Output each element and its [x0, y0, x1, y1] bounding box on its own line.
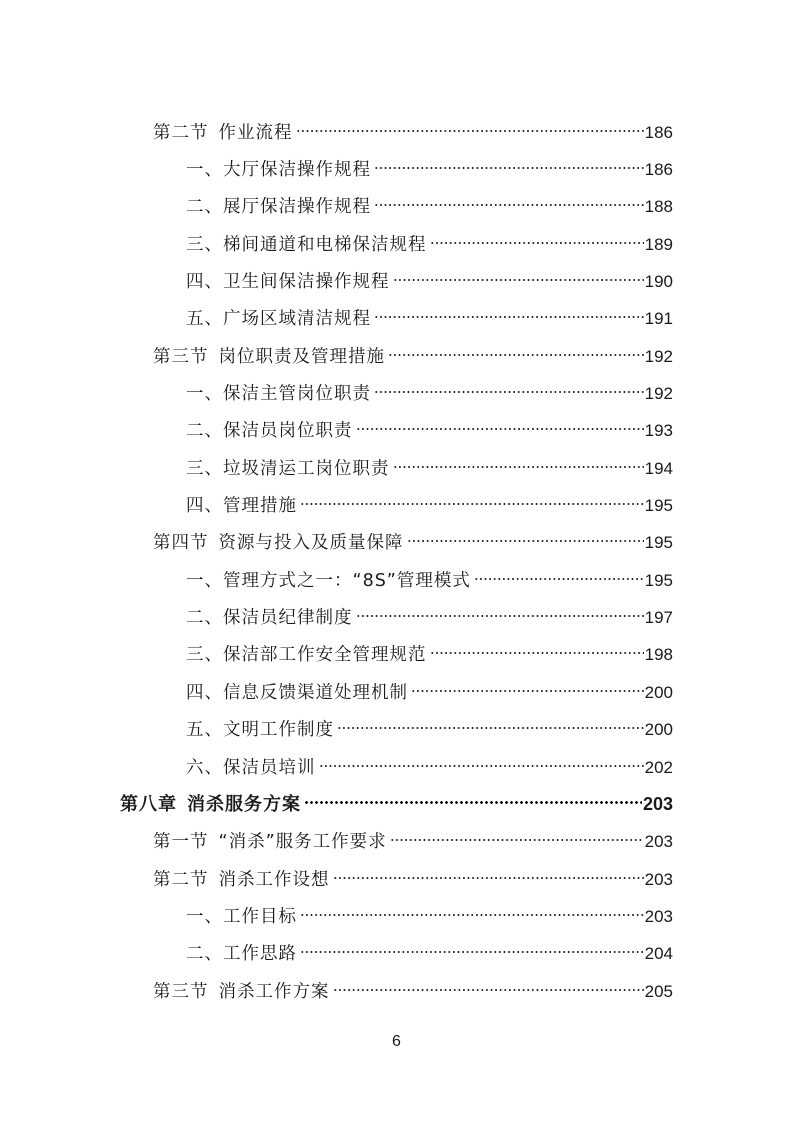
dot-leader — [333, 971, 644, 997]
toc-entry-page: 197 — [644, 608, 673, 628]
dot-leader — [304, 784, 642, 810]
toc-entry-title: 工作目标 — [223, 906, 297, 927]
dot-leader — [319, 747, 644, 773]
toc-entry-page: 193 — [644, 421, 673, 441]
toc-entry-title: 信息反馈渠道处理机制 — [223, 682, 408, 703]
toc-entry-page: 191 — [644, 309, 673, 329]
dot-leader — [474, 560, 644, 586]
toc-entry-prefix: 第八章 — [120, 793, 177, 815]
dot-leader — [374, 298, 644, 324]
toc-entry[interactable] — [0, 181, 793, 218]
toc-entry-page: 198 — [644, 645, 673, 665]
toc-entry-prefix: 一、 — [186, 160, 223, 181]
dot-leader — [337, 709, 644, 735]
dot-leader — [356, 410, 644, 436]
toc-entry[interactable] — [0, 293, 793, 330]
toc-entry-prefix: 一、 — [186, 570, 223, 591]
toc-entry-title: 保洁员纪律制度 — [223, 608, 353, 629]
toc-entry-prefix: 四、 — [186, 496, 223, 517]
toc-entry-page: 195 — [644, 496, 673, 516]
toc-entry-title: 岗位职责及管理措施 — [218, 346, 385, 367]
toc-entry-title: 卫生间保洁操作规程 — [223, 272, 390, 293]
toc-entry-page: 200 — [644, 682, 673, 702]
toc-entry-prefix: 三、 — [186, 234, 223, 255]
toc-entry-page: 195 — [644, 533, 673, 553]
toc-entry-prefix: 四、 — [186, 272, 223, 293]
toc-entry-page: 203 — [644, 832, 673, 852]
toc-entry-prefix: 五、 — [186, 720, 223, 741]
toc-entry-page: 195 — [644, 570, 673, 590]
dot-leader — [430, 634, 644, 660]
toc-entry-title: 保洁员培训 — [223, 757, 316, 778]
toc-entry-title: 消杀服务方案 — [187, 793, 301, 815]
toc-entry[interactable] — [0, 629, 793, 666]
table-of-contents — [0, 106, 793, 1002]
toc-entry-page: 192 — [644, 384, 673, 404]
toc-chapter-entry[interactable] — [0, 778, 793, 815]
toc-entry-prefix: 第二节 — [153, 122, 209, 143]
toc-entry[interactable] — [0, 405, 793, 442]
toc-entry-page: 203 — [642, 793, 673, 814]
toc-entry-prefix: 四、 — [186, 682, 223, 703]
toc-entry[interactable] — [0, 143, 793, 180]
toc-entry-title: 资源与投入及质量保障 — [218, 533, 404, 554]
toc-entry[interactable] — [0, 853, 793, 890]
toc-entry-title: 广场区域清洁规程 — [223, 309, 371, 330]
toc-entry-prefix: 第二节 — [153, 869, 209, 890]
toc-entry-page: 186 — [644, 122, 673, 142]
dot-leader — [390, 821, 644, 847]
dot-leader — [430, 224, 644, 250]
toc-entry-title: 工作思路 — [223, 944, 297, 965]
dot-leader — [393, 448, 644, 474]
dot-leader — [393, 261, 644, 287]
dot-leader — [300, 485, 644, 511]
toc-entry-prefix: 三、 — [186, 645, 223, 666]
toc-entry-title: 保洁主管岗位职责 — [223, 384, 371, 405]
toc-entry-title: “消杀”服务工作要求 — [218, 832, 387, 853]
toc-entry[interactable] — [0, 479, 793, 516]
toc-entry[interactable] — [0, 816, 793, 853]
toc-entry-page: 189 — [644, 234, 673, 254]
toc-entry-prefix: 二、 — [186, 421, 223, 442]
toc-entry-title: 垃圾清运工岗位职责 — [223, 458, 390, 479]
toc-entry[interactable] — [0, 367, 793, 404]
toc-entry-title: 消杀工作方案 — [218, 981, 330, 1002]
dot-leader — [411, 672, 644, 698]
toc-entry-title: 管理方式之一：“8S”管理模式 — [223, 570, 471, 591]
toc-entry[interactable] — [0, 330, 793, 367]
toc-entry-page: 205 — [644, 981, 673, 1001]
toc-entry-prefix: 五、 — [186, 309, 223, 330]
toc-entry[interactable] — [0, 928, 793, 965]
toc-entry[interactable] — [0, 741, 793, 778]
dot-leader — [300, 933, 644, 959]
toc-entry-prefix: 一、 — [186, 384, 223, 405]
toc-entry-page: 186 — [644, 160, 673, 180]
dot-leader — [300, 896, 644, 922]
toc-entry-page: 203 — [644, 869, 673, 889]
toc-entry[interactable] — [0, 965, 793, 1002]
toc-entry-page: 202 — [644, 757, 673, 777]
dot-leader — [388, 336, 644, 362]
toc-entry-prefix: 第三节 — [153, 346, 209, 367]
toc-entry-title: 大厅保洁操作规程 — [223, 160, 371, 181]
toc-entry[interactable] — [0, 218, 793, 255]
page-number: 6 — [392, 1033, 401, 1050]
dot-leader — [333, 859, 644, 885]
dot-leader — [374, 186, 644, 212]
toc-entry-prefix: 二、 — [186, 944, 223, 965]
toc-entry-prefix: 二、 — [186, 197, 223, 218]
toc-entry-title: 梯间通道和电梯保洁规程 — [223, 234, 427, 255]
toc-entry-prefix: 六、 — [186, 757, 223, 778]
toc-entry-page: 192 — [644, 346, 673, 366]
toc-entry-page: 204 — [644, 944, 673, 964]
toc-entry-prefix: 第四节 — [153, 533, 209, 554]
dot-leader — [296, 112, 644, 138]
toc-entry-title: 展厅保洁操作规程 — [223, 197, 371, 218]
toc-entry-page: 194 — [644, 458, 673, 478]
toc-entry[interactable] — [0, 704, 793, 741]
toc-entry[interactable] — [0, 666, 793, 703]
toc-entry-title: 消杀工作设想 — [218, 869, 330, 890]
toc-entry-prefix: 一、 — [186, 906, 223, 927]
toc-entry[interactable] — [0, 554, 793, 591]
toc-entry-page: 200 — [644, 720, 673, 740]
toc-entry-prefix: 三、 — [186, 458, 223, 479]
toc-entry[interactable] — [0, 890, 793, 927]
dot-leader — [374, 373, 644, 399]
toc-entry-title: 作业流程 — [218, 122, 293, 143]
toc-entry-prefix: 第一节 — [153, 832, 209, 853]
dot-leader — [407, 522, 644, 548]
toc-entry-title: 保洁员岗位职责 — [223, 421, 353, 442]
dot-leader — [374, 149, 644, 175]
toc-entry-page: 203 — [644, 906, 673, 926]
dot-leader — [356, 597, 644, 623]
toc-entry-prefix: 二、 — [186, 608, 223, 629]
toc-entry[interactable] — [0, 517, 793, 554]
toc-entry-page: 190 — [644, 272, 673, 292]
toc-entry-title: 管理措施 — [223, 496, 297, 517]
toc-entry-title: 保洁部工作安全管理规范 — [223, 645, 427, 666]
toc-entry-prefix: 第三节 — [153, 981, 209, 1002]
toc-entry[interactable] — [0, 255, 793, 292]
toc-entry[interactable] — [0, 591, 793, 628]
toc-entry[interactable] — [0, 106, 793, 143]
toc-entry[interactable] — [0, 442, 793, 479]
toc-entry-page: 188 — [644, 197, 673, 217]
toc-entry-title: 文明工作制度 — [223, 720, 334, 741]
